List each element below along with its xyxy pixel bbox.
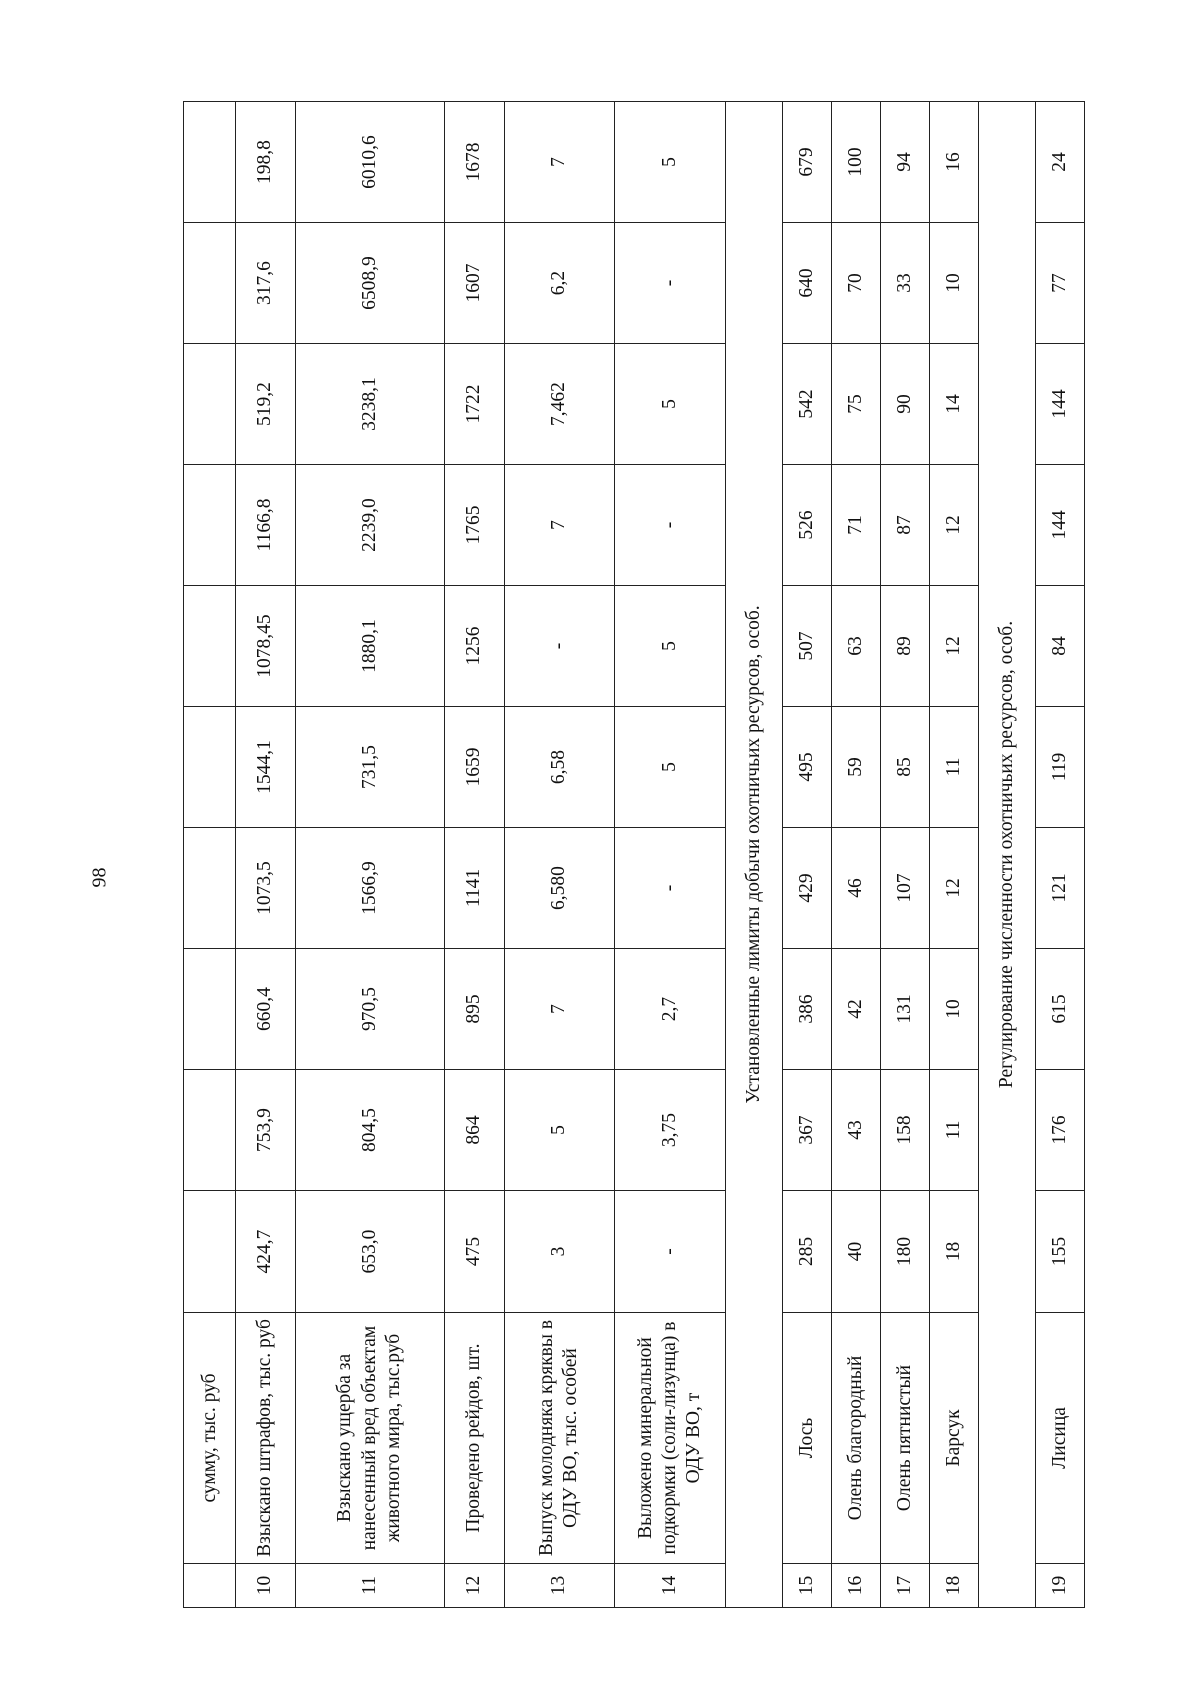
value-cell: [184, 707, 236, 828]
value-cell: 5: [615, 586, 726, 707]
row-label: Выложено минеральной подкормки (соли-лизунца) в ОДУ ВО, т: [615, 1313, 726, 1564]
value-cell: 1880,1: [295, 586, 444, 707]
value-cell: 6,2: [504, 223, 615, 344]
value-cell: 7,462: [504, 344, 615, 465]
value-cell: 198,8: [236, 102, 295, 223]
value-cell: 10: [929, 223, 978, 344]
table-row: [929, 102, 978, 1608]
value-cell: 895: [445, 949, 504, 1070]
value-cell: 89: [880, 586, 929, 707]
value-cell: 5: [504, 1070, 615, 1191]
value-cell: 11: [929, 707, 978, 828]
table-body: [184, 102, 1085, 1608]
value-cell: 526: [783, 465, 832, 586]
value-cell: 59: [832, 707, 881, 828]
value-cell: 3,75: [615, 1070, 726, 1191]
row-number: 10: [236, 1564, 295, 1608]
value-cell: 970,5: [295, 949, 444, 1070]
row-label: сумму, тыс. руб: [184, 1313, 236, 1564]
value-cell: 90: [880, 344, 929, 465]
value-cell: 121: [1035, 828, 1084, 949]
value-cell: -: [615, 1191, 726, 1313]
value-cell: 429: [783, 828, 832, 949]
value-cell: 155: [1035, 1191, 1084, 1313]
value-cell: 1073,5: [236, 828, 295, 949]
value-cell: 753,9: [236, 1070, 295, 1191]
value-cell: 100: [832, 102, 881, 223]
value-cell: 12: [929, 828, 978, 949]
value-cell: 660,4: [236, 949, 295, 1070]
value-cell: 46: [832, 828, 881, 949]
row-label: Барсук: [929, 1313, 978, 1564]
value-cell: 33: [880, 223, 929, 344]
table-row: [832, 102, 881, 1608]
value-cell: [184, 949, 236, 1070]
value-cell: [184, 1191, 236, 1313]
row-number: [184, 1564, 236, 1608]
value-cell: 5: [615, 344, 726, 465]
value-cell: 119: [1035, 707, 1084, 828]
row-number: 15: [783, 1564, 832, 1608]
value-cell: 180: [880, 1191, 929, 1313]
value-cell: 6,58: [504, 707, 615, 828]
value-cell: 386: [783, 949, 832, 1070]
row-label: Лисица: [1035, 1313, 1084, 1564]
value-cell: -: [504, 586, 615, 707]
row-number: 11: [295, 1564, 444, 1608]
page-number: 98: [88, 867, 111, 888]
value-cell: 71: [832, 465, 881, 586]
value-cell: 285: [783, 1191, 832, 1313]
table-row: [295, 102, 444, 1608]
value-cell: 3: [504, 1191, 615, 1313]
row-number: 13: [504, 1564, 615, 1608]
value-cell: 1722: [445, 344, 504, 465]
value-cell: 10: [929, 949, 978, 1070]
value-cell: 507: [783, 586, 832, 707]
value-cell: 7: [504, 465, 615, 586]
value-cell: [184, 1070, 236, 1191]
value-cell: 6010,6: [295, 102, 444, 223]
value-cell: [184, 102, 236, 223]
value-cell: 144: [1035, 465, 1084, 586]
value-cell: 424,7: [236, 1191, 295, 1313]
section-limits: [725, 102, 782, 1608]
value-cell: 495: [783, 707, 832, 828]
row-label: Взыскано ущерба за нанесенный вред объектам животного мира, тыс.руб: [295, 1313, 444, 1564]
value-cell: 2,7: [615, 949, 726, 1070]
table-row: [184, 102, 236, 1608]
row-number: 12: [445, 1564, 504, 1608]
value-cell: 40: [832, 1191, 881, 1313]
value-cell: -: [615, 223, 726, 344]
value-cell: 6,580: [504, 828, 615, 949]
value-cell: [184, 344, 236, 465]
row-label: Лось: [783, 1313, 832, 1564]
table-row: [880, 102, 929, 1608]
value-cell: 11: [929, 1070, 978, 1191]
value-cell: 84: [1035, 586, 1084, 707]
value-cell: 1141: [445, 828, 504, 949]
row-number: 14: [615, 1564, 726, 1608]
value-cell: 317,6: [236, 223, 295, 344]
value-cell: 42: [832, 949, 881, 1070]
row-label: Олень благородный: [832, 1313, 881, 1564]
value-cell: 43: [832, 1070, 881, 1191]
value-cell: 804,5: [295, 1070, 444, 1191]
value-cell: [184, 586, 236, 707]
value-cell: 158: [880, 1070, 929, 1191]
value-cell: 18: [929, 1191, 978, 1313]
value-cell: 1659: [445, 707, 504, 828]
value-cell: 2239,0: [295, 465, 444, 586]
value-cell: 144: [1035, 344, 1084, 465]
row-number: 16: [832, 1564, 881, 1608]
value-cell: [184, 828, 236, 949]
value-cell: 24: [1035, 102, 1084, 223]
section-regulation-text: Регулирование численности охотничьих ресурсов, особ.: [978, 102, 1035, 1608]
table-row: [615, 102, 726, 1608]
value-cell: 1566,9: [295, 828, 444, 949]
section-limits-text: Установленные лимиты добычи охотничьих ресурсов, особ.: [725, 102, 782, 1608]
statistics-table: [183, 101, 1085, 1608]
row-label: Выпуск молодняка кряквы в ОДУ ВО, тыс. особей: [504, 1313, 615, 1564]
value-cell: 14: [929, 344, 978, 465]
value-cell: 731,5: [295, 707, 444, 828]
value-cell: 70: [832, 223, 881, 344]
value-cell: 5: [615, 102, 726, 223]
value-cell: 1078,45: [236, 586, 295, 707]
rotated-table-container: [183, 103, 1085, 1608]
row-label: Взыскано штрафов, тыс. руб: [236, 1313, 295, 1564]
value-cell: 475: [445, 1191, 504, 1313]
table-row: [783, 102, 832, 1608]
value-cell: -: [615, 828, 726, 949]
value-cell: [184, 465, 236, 586]
value-cell: 6508,9: [295, 223, 444, 344]
value-cell: 864: [445, 1070, 504, 1191]
value-cell: 519,2: [236, 344, 295, 465]
table-row: [1035, 102, 1084, 1608]
value-cell: 16: [929, 102, 978, 223]
value-cell: 1765: [445, 465, 504, 586]
value-cell: 107: [880, 828, 929, 949]
value-cell: [184, 223, 236, 344]
section-regulation: [978, 102, 1035, 1608]
value-cell: 63: [832, 586, 881, 707]
value-cell: 75: [832, 344, 881, 465]
value-cell: 679: [783, 102, 832, 223]
value-cell: 7: [504, 949, 615, 1070]
value-cell: 3238,1: [295, 344, 444, 465]
value-cell: 12: [929, 465, 978, 586]
value-cell: 1607: [445, 223, 504, 344]
table-row: [236, 102, 295, 1608]
row-label: Проведено рейдов, шт.: [445, 1313, 504, 1564]
row-label: Олень пятнистый: [880, 1313, 929, 1564]
row-number: 19: [1035, 1564, 1084, 1608]
value-cell: 87: [880, 465, 929, 586]
value-cell: 1678: [445, 102, 504, 223]
value-cell: -: [615, 465, 726, 586]
value-cell: 1166,8: [236, 465, 295, 586]
value-cell: 367: [783, 1070, 832, 1191]
value-cell: 615: [1035, 949, 1084, 1070]
row-number: 17: [880, 1564, 929, 1608]
value-cell: 12: [929, 586, 978, 707]
table-row: [445, 102, 504, 1608]
value-cell: 85: [880, 707, 929, 828]
table-row: [504, 102, 615, 1608]
value-cell: 94: [880, 102, 929, 223]
value-cell: 5: [615, 707, 726, 828]
value-cell: 1256: [445, 586, 504, 707]
value-cell: 176: [1035, 1070, 1084, 1191]
value-cell: 77: [1035, 223, 1084, 344]
value-cell: 131: [880, 949, 929, 1070]
row-number: 18: [929, 1564, 978, 1608]
value-cell: 7: [504, 102, 615, 223]
value-cell: 640: [783, 223, 832, 344]
value-cell: 542: [783, 344, 832, 465]
value-cell: 1544,1: [236, 707, 295, 828]
value-cell: 653,0: [295, 1191, 444, 1313]
